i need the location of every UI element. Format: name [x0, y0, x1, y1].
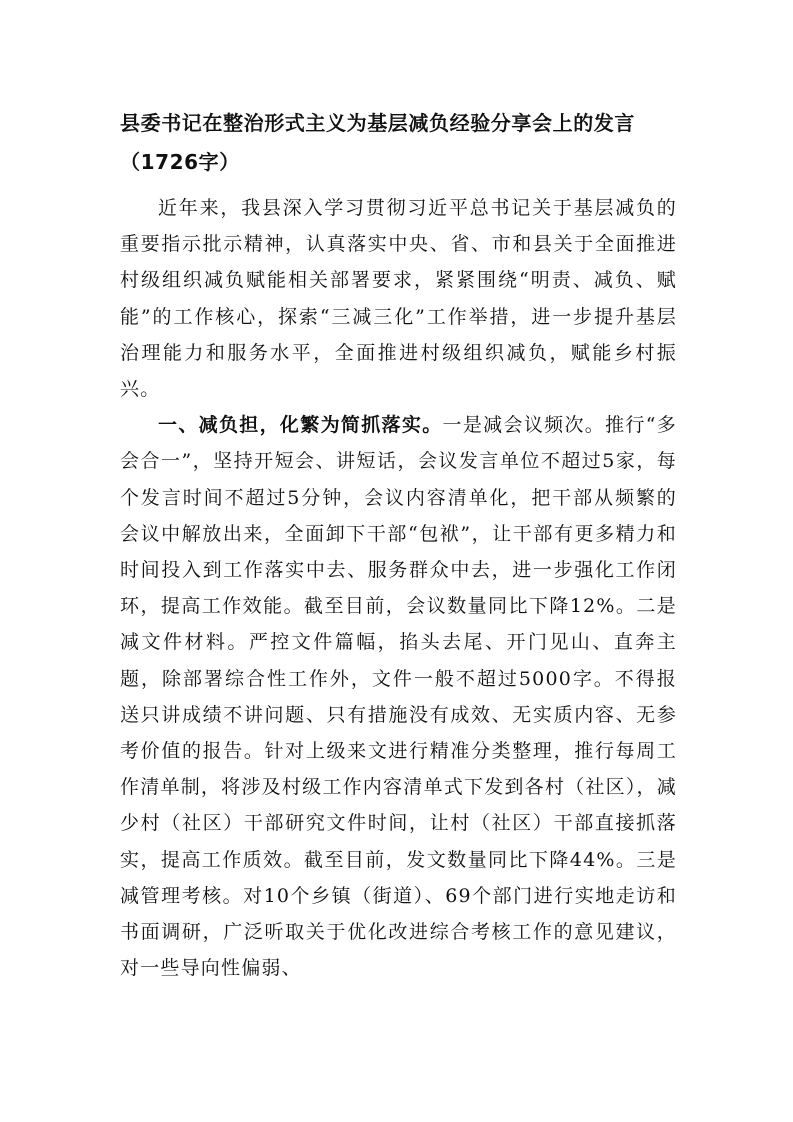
document-body [120, 104, 677, 986]
section-1-heading: 一、减负担，化繁为简抓落实。 [158, 414, 443, 437]
document-title: 县委书记在整治形式主义为基层减负经验分享会上的发言（1726字） [120, 111, 635, 174]
intro-paragraph: 近年来，我县深入学习贯彻习近平总书记关于基层减负的重要指示批示精神，认真落实中央、省、市和县关于全面推进村级组织减负赋能相关部署要求，紧紧围绕“明责、减负、赋能”的工作核心，探索“三减三化”工作举措，进一步提升基层治理能力和服务水平，全面推进村级组织减负，赋能乡村振兴。 [120, 197, 677, 401]
section-1-body: 一是减会议频次。推行“多会合一”，坚持开短会、讲短话，会议发言单位不超过5家，每个发言时间不超过5分钟，会议内容清单化，把干部从频繁的会议中解放出来，全面卸下干部“包袱”，让干部有更多精力和时间投入到工作落实中去、服务群众中去，进一步强化工作闭环，提高工作效能。截至目前，会议数量同比下降12%。二是减文件材料。严控文件篇幅，掐头去尾、开门见山、直奔主题，除部署综合性工作外，文件一般不超过5000字。不得报送只讲成绩不讲问题、只有措施没有成效、无实质内容、无参考价值的报告。针对上级来文进行精准分类整理，推行每周工作清单制，将涉及村级工作内容清单式下发到各村（社区），减少村（社区）干部研究文件时间，让村（社区）干部直接抓落实，提高工作质效。截至目前，发文数量同比下降44%。三是减管理考核。对10个乡镇（街道）、69个部门进行实地走访和书面调研，广泛听取关于优化改进综合考核工作的意见建议，对一些导向性偏弱、 [120, 414, 677, 980]
title-spacer [120, 182, 677, 190]
section-1-paragraph [120, 407, 677, 986]
